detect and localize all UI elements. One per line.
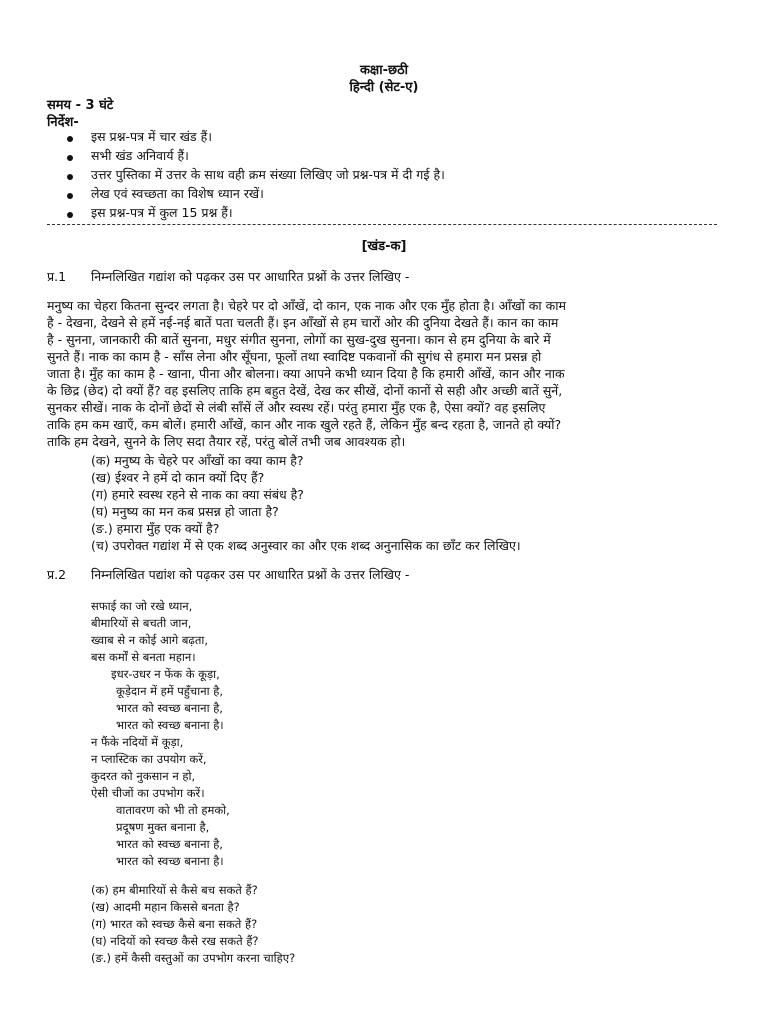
poem-line: भारत को स्वच्छ बनाना है। [116,854,224,868]
sub-question: (घ) नदियों को स्वच्छ कैसे रख सकते हैं? [91,934,259,948]
passage-line: है - सुनना, जानकारी की बातें सुनना, मधुर संगीत सुनना, लोगों का सुख-दुख सुनना। कान से हम दुनिया के बारे में [47,332,551,347]
poem-line: कूड़ेदान में हमें पहुँचाना है, [116,684,223,698]
class-heading: कक्षा-छठी [359,63,409,78]
poem-line: भारत को स्वच्छ बनाना है। [116,718,224,732]
bullet-icon [67,193,73,199]
sub-question: (ख) आदमी महान किससे बनता है? [91,900,240,914]
poem-line: ख्वाब से न कोई आगे बढ़ता, [91,633,209,647]
subject-heading: हिन्दी (सेट-ए) [349,80,419,95]
poem-line: ऐसी चीजों का उपभोग करें। [91,786,205,800]
bullet-icon [67,155,73,161]
sub-question: (ख) ईश्वर ने हमें दो कान क्यों दिए हैं? [91,470,265,485]
q1-prompt: निम्नलिखित गद्यांश को पढ़कर उस पर आधारित प्रश्नों के उत्तर लिखिए - [91,269,410,284]
poem-line: भारत को स्वच्छ बनाना है, [116,837,223,851]
poem-line: सफाई का जो रखे ध्यान, [91,599,193,613]
poem-line: कुदरत को नुकसान न हो, [91,769,196,783]
passage-line: है - देखना, देखने से हमें नई-नई बातें पता चलती हैं। इन आँखों से हम चारों ओर की दुनिया देखते हैं। कान का काम [47,315,559,330]
sub-question: (ङ.) हमारा मुँह एक क्यों है? [91,521,220,536]
bullet-icon [67,174,73,180]
divider [47,224,717,225]
bullet-icon [67,212,73,218]
passage-line: ताकि हम कम खाएँ, कम बोलें। हमारी आँखें, कान और नाक खुले रहते हैं, लेकिन मुँह बन्द रहता है, जानते हो क्यों? [47,417,562,432]
poem-line: भारत को स्वच्छ बनाना है, [116,701,223,715]
sub-question: (क) मनुष्य के चेहरे पर आँखों का क्या काम है? [91,453,304,468]
q2-prompt: निम्नलिखित पद्यांश को पढ़कर उस पर आधारित प्रश्नों के उत्तर लिखिए - [91,567,410,582]
sub-question: (क) हम बीमारियों से कैसे बच सकते हैं? [91,883,258,897]
passage-line: सुनकर सीखें। नाक के दोनों छेदों से लंबी साँसें लें और स्वस्थ रहें। परंतु हमारा मुँह एक है, ऐसा क्यों? वह इसलिए [47,400,546,415]
passage-line: के छिद्र (छेद) दो क्यों हैं? वह इसलिए ताकि हम बहुत देखें, देख कर सीखें, दोनों कानों से सही और अच्छी बातें सुनें, [47,383,563,398]
sub-question: (ग) भारत को स्वच्छ कैसे बना सकते हैं? [91,917,258,931]
poem-line: न प्लास्टिक का उपयोग करें, [91,752,207,766]
section-heading: [खंड-क] [361,239,407,254]
sub-question: (च) उपरोक्त गद्यांश में से एक शब्द अनुस्वार का और एक शब्द अनुनासिक का छाँट कर लिखिए। [91,538,521,553]
exam-paper: कक्षा-छठी हिन्दी (सेट-ए) समय - 3 घंटे निर्देश- इस प्रश्न-पत्र में चार खंड हैं। सभी खंड अनिवार्य हैं। उत्तर पुस्तिका में उत्तर के साथ वही क्रम संख्या लिखिए जो प्रश्न-पत्र में दी गई है। लेख एवं स्वच्छता का विशेष ध्यान रखें। इस प्रश्न-पत्र में कुल 15 प्रश्न हैं। [खंड-क] प्र.1 निम्नलिखित गद्यांश को पढ़कर उस पर आधारित प्रश्नों के उत्तर लिखिए - मनुष्य का चेहरा कितना सुन्दर लगता है। चेहरे पर दो आँखें, दो कान, एक नाक और एक मुँह होता है। आँखों का काम है - देखना, देखने से हमें नई-नई बातें पता चलती हैं। इन आँखों से हम चारों ओर की दुनिया देखते हैं। कान का काम है - सुनना, जानकारी की बातें सुनना, मधुर संगीत सुनना, लोगों का सुख-दुख सुनना। कान से हम दुनिया के बारे में सुनते हैं। नाक का काम है - साँस लेना और सूँघना, फूलों तथा स्वादिष्ट पकवानों की सुगंध से हमारा मन प्रसन्न हो जाता है। मुँह का काम है - खाना, पीना और बोलना। क्या आपने कभी ध्यान दिया है कि हमारी आँखें, कान और नाक के छिद्र (छेद) दो क्यों हैं? वह इसलिए ताकि हम बहुत देखें, देख कर सीखें, दोनों कानों से सही और अच्छी बातें सुनें, सुनकर सीखें। नाक के दोनों छेदों से लंबी साँसें लें और स्वस्थ रहें। परंतु हमारा मुँह एक है, ऐसा क्यों? वह इसलिए ताकि हम कम खाएँ, कम बोलें। हमारी आँखें, कान और नाक खुले रहते हैं, लेकिन मुँह बन्द रहता है, जानते हो क्यों? ताकि हम देखने, सुनने के लिए सदा तैयार रहें, परंतु बोलें तभी जब आवश्यक हो। (क) मनुष्य के चेहरे पर आँखों का क्या काम है? (ख) ईश्वर ने हमें दो कान क्यों दिए हैं? (ग) हमारे स्वस्थ रहने से नाक का क्या संबंध है? (घ) मनुष्य का मन कब प्रसन्न हो जाता है? (ङ.) हमारा मुँह एक क्यों है? (च) उपरोक्त गद्यांश में से एक शब्द अनुस्वार का और एक शब्द अनुनासिक का छाँट कर लिखिए। प्र.2 निम्नलिखित पद्यांश को पढ़कर उस पर आधारित प्रश्नों के उत्तर लिखिए - सफाई का जो रखे ध्यान, बीमारियों से बचती जान, ख्वाब से न कोई आगे बढ़ता, बस कर्मों से बनता महान। इधर-उधर न फेंक के कूड़ा, कूड़ेदान में हमें पहुँचाना है, भारत को स्वच्छ बनाना है, भारत को स्वच्छ बनाना है। न फैंके नदियों में कूड़ा, न प्लास्टिक का उपयोग करें, कुदरत को नुकसान न हो, ऐसी चीजों का उपभोग करें। वातावरण को भी तो हमको, प्रदूषण मुक्त बनाना है, भारत को स्वच्छ बनाना है, भारत को स्वच्छ बनाना है। (क) हम बीमारियों से कैसे बच सकते हैं? (ख) आदमी महान किससे बनता है? (ग) भारत को स्वच्छ कैसे बना सकते हैं? (घ) नदियों को स्वच्छ कैसे रख सकते हैं? (ङ.) हमें कैसी वस्तुओं का उपभोग करना चाहिए? [0,0,768,1024]
sub-question: (ङ.) हमें कैसी वस्तुओं का उपभोग करना चाहिए? [91,951,296,965]
poem-line: बस कर्मों से बनता महान। [91,650,196,664]
sub-question: (ग) हमारे स्वस्थ रहने से नाक का क्या संबंध है? [91,487,304,502]
time-label: समय - 3 घंटे [47,98,114,113]
poem-line: इधर-उधर न फेंक के कूड़ा, [111,667,220,681]
q1-number: प्र.1 [47,269,67,284]
poem-line: वातावरण को भी तो हमको, [116,803,230,817]
sub-question: (घ) मनुष्य का मन कब प्रसन्न हो जाता है? [91,504,279,519]
instructions-heading: निर्देश- [47,115,79,130]
q2-number: प्र.2 [47,567,67,582]
passage-line: जाता है। मुँह का काम है - खाना, पीना और बोलना। क्या आपने कभी ध्यान दिया है कि हमारी आँखें, कान और नाक [47,366,565,381]
passage-line: मनुष्य का चेहरा कितना सुन्दर लगता है। चेहरे पर दो आँखें, दो कान, एक नाक और एक मुँह होता है। आँखों का काम [47,298,566,313]
poem-line: न फैंके नदियों में कूड़ा, [91,735,184,749]
poem-line: प्रदूषण मुक्त बनाना है, [116,820,210,834]
passage-line: ताकि हम देखने, सुनने के लिए सदा तैयार रहें, परंतु बोलें तभी जब आवश्यक हो। [47,434,406,449]
passage-line: सुनते हैं। नाक का काम है - साँस लेना और सूँघना, फूलों तथा स्वादिष्ट पकवानों की सुगंध से हमारा मन प्रसन्न हो [47,349,542,364]
bullet-icon [67,136,73,142]
poem-line: बीमारियों से बचती जान, [91,616,192,630]
